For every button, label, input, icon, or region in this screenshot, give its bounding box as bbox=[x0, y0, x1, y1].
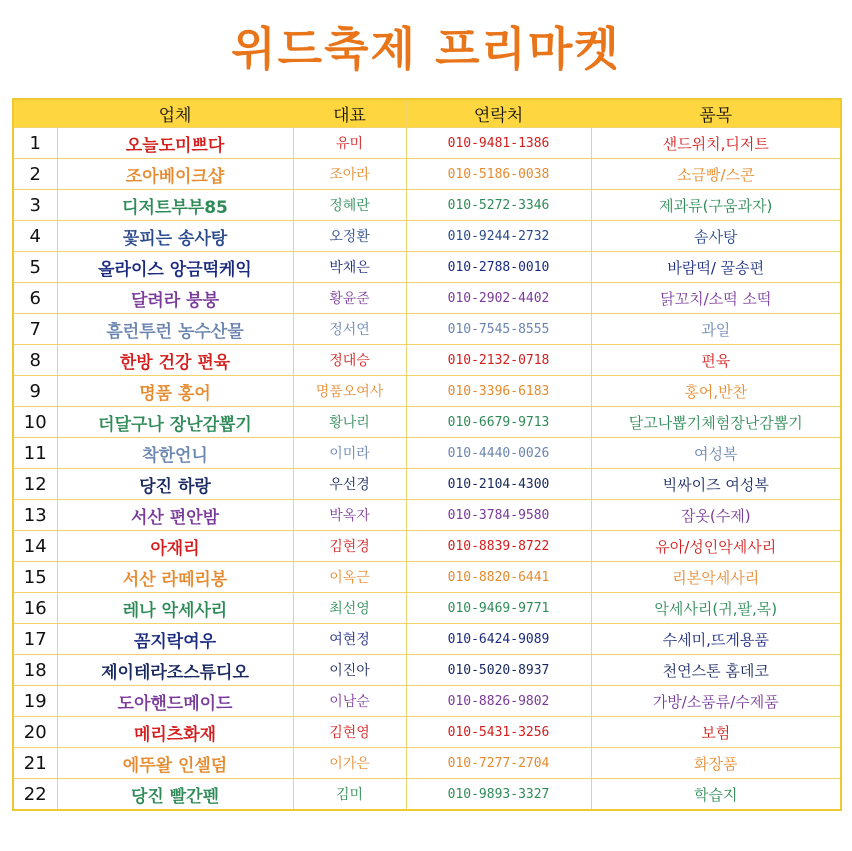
row-number: 22 bbox=[13, 779, 57, 811]
row-number: 9 bbox=[13, 376, 57, 407]
row-number: 3 bbox=[13, 190, 57, 221]
product-item: 닭꼬치/소떡 소떡 bbox=[591, 283, 841, 314]
row-number: 12 bbox=[13, 469, 57, 500]
product-item: 잠옷(수제) bbox=[591, 500, 841, 531]
business-name: 아재리 bbox=[57, 531, 293, 562]
row-number: 20 bbox=[13, 717, 57, 748]
product-item: 바람떡/ 꿀송편 bbox=[591, 252, 841, 283]
table-row bbox=[13, 252, 841, 283]
product-item: 학습지 bbox=[591, 779, 841, 811]
contact-phone: 010-5272-3346 bbox=[406, 190, 591, 221]
table-row bbox=[13, 593, 841, 624]
row-number: 2 bbox=[13, 159, 57, 190]
contact-phone: 010-2104-4300 bbox=[406, 469, 591, 500]
header-contact: 연락처 bbox=[406, 99, 591, 128]
product-item: 솜사탕 bbox=[591, 221, 841, 252]
row-number: 18 bbox=[13, 655, 57, 686]
table-header-row bbox=[13, 99, 841, 128]
product-item: 빅싸이즈 여성복 bbox=[591, 469, 841, 500]
contact-phone: 010-5431-3256 bbox=[406, 717, 591, 748]
product-item: 편육 bbox=[591, 345, 841, 376]
table-row bbox=[13, 655, 841, 686]
representative-name: 유미 bbox=[293, 128, 406, 159]
table-row bbox=[13, 190, 841, 221]
representative-name: 조아라 bbox=[293, 159, 406, 190]
business-name: 흠런투런 농수산물 bbox=[57, 314, 293, 345]
product-item: 화장품 bbox=[591, 748, 841, 779]
representative-name: 김현경 bbox=[293, 531, 406, 562]
product-item: 샌드위치,디저트 bbox=[591, 128, 841, 159]
representative-name: 황윤준 bbox=[293, 283, 406, 314]
product-item: 리본악세사리 bbox=[591, 562, 841, 593]
contact-phone: 010-5020-8937 bbox=[406, 655, 591, 686]
business-name: 꼼지락여우 bbox=[57, 624, 293, 655]
business-name: 제이테라조스튜디오 bbox=[57, 655, 293, 686]
row-number: 21 bbox=[13, 748, 57, 779]
contact-phone: 010-6424-9089 bbox=[406, 624, 591, 655]
contact-phone: 010-9893-3327 bbox=[406, 779, 591, 811]
row-number: 15 bbox=[13, 562, 57, 593]
representative-name: 정서연 bbox=[293, 314, 406, 345]
table-row bbox=[13, 438, 841, 469]
table-row bbox=[13, 748, 841, 779]
header-business: 업체 bbox=[57, 99, 293, 128]
representative-name: 박채은 bbox=[293, 252, 406, 283]
table-row bbox=[13, 624, 841, 655]
business-name: 착한언니 bbox=[57, 438, 293, 469]
row-number: 10 bbox=[13, 407, 57, 438]
product-item: 소금빵/스콘 bbox=[591, 159, 841, 190]
business-name: 에뚜왈 인셀덤 bbox=[57, 748, 293, 779]
product-item: 가방/소품류/수제품 bbox=[591, 686, 841, 717]
contact-phone: 010-4440-0026 bbox=[406, 438, 591, 469]
representative-name: 정혜란 bbox=[293, 190, 406, 221]
table-row bbox=[13, 221, 841, 252]
product-item: 여성복 bbox=[591, 438, 841, 469]
table-row bbox=[13, 128, 841, 159]
header-representative: 대표 bbox=[293, 99, 406, 128]
table-row bbox=[13, 562, 841, 593]
representative-name: 박옥자 bbox=[293, 500, 406, 531]
row-number: 7 bbox=[13, 314, 57, 345]
representative-name: 이가은 bbox=[293, 748, 406, 779]
product-item: 달고나뽑기체험장난감뽑기 bbox=[591, 407, 841, 438]
business-name: 명품 홍어 bbox=[57, 376, 293, 407]
business-name: 한방 건강 편육 bbox=[57, 345, 293, 376]
product-item: 과일 bbox=[591, 314, 841, 345]
business-name: 꽃피는 송사탕 bbox=[57, 221, 293, 252]
representative-name: 김현영 bbox=[293, 717, 406, 748]
representative-name: 이미라 bbox=[293, 438, 406, 469]
product-item: 악세사리(귀,팔,목) bbox=[591, 593, 841, 624]
row-number: 11 bbox=[13, 438, 57, 469]
header-item: 품목 bbox=[591, 99, 841, 128]
row-number: 6 bbox=[13, 283, 57, 314]
table-row bbox=[13, 779, 841, 811]
product-item: 제과류(구움과자) bbox=[591, 190, 841, 221]
representative-name: 이옥근 bbox=[293, 562, 406, 593]
representative-name: 이남순 bbox=[293, 686, 406, 717]
product-item: 보험 bbox=[591, 717, 841, 748]
business-name: 서산 라떼리봉 bbox=[57, 562, 293, 593]
representative-name: 여현정 bbox=[293, 624, 406, 655]
contact-phone: 010-2132-0718 bbox=[406, 345, 591, 376]
contact-phone: 010-5186-0038 bbox=[406, 159, 591, 190]
business-name: 레나 악세사리 bbox=[57, 593, 293, 624]
contact-phone: 010-2902-4402 bbox=[406, 283, 591, 314]
table-row bbox=[13, 407, 841, 438]
table-row bbox=[13, 376, 841, 407]
product-item: 천연스톤 홈데코 bbox=[591, 655, 841, 686]
business-name: 당진 하랑 bbox=[57, 469, 293, 500]
contact-phone: 010-3784-9580 bbox=[406, 500, 591, 531]
product-item: 수세미,뜨게용품 bbox=[591, 624, 841, 655]
contact-phone: 010-7277-2704 bbox=[406, 748, 591, 779]
business-name: 서산 편안밤 bbox=[57, 500, 293, 531]
representative-name: 황나리 bbox=[293, 407, 406, 438]
representative-name: 명품오여사 bbox=[293, 376, 406, 407]
business-name: 당진 빨간펜 bbox=[57, 779, 293, 811]
row-number: 16 bbox=[13, 593, 57, 624]
representative-name: 우선경 bbox=[293, 469, 406, 500]
contact-phone: 010-6679-9713 bbox=[406, 407, 591, 438]
business-name: 오늘도미쁘다 bbox=[57, 128, 293, 159]
contact-phone: 010-9481-1386 bbox=[406, 128, 591, 159]
business-name: 더달구나 장난감뽑기 bbox=[57, 407, 293, 438]
contact-phone: 010-7545-8555 bbox=[406, 314, 591, 345]
contact-phone: 010-2788-0010 bbox=[406, 252, 591, 283]
business-name: 메리츠화재 bbox=[57, 717, 293, 748]
row-number: 4 bbox=[13, 221, 57, 252]
product-item: 홍어,반찬 bbox=[591, 376, 841, 407]
contact-phone: 010-8826-9802 bbox=[406, 686, 591, 717]
business-name: 달려라 붕붕 bbox=[57, 283, 293, 314]
table-row bbox=[13, 469, 841, 500]
table-row bbox=[13, 531, 841, 562]
header-number bbox=[13, 99, 57, 128]
representative-name: 정대승 bbox=[293, 345, 406, 376]
page-title: 위드축제 프리마켓 bbox=[231, 22, 621, 76]
contact-phone: 010-8820-6441 bbox=[406, 562, 591, 593]
business-name: 도아핸드메이드 bbox=[57, 686, 293, 717]
table-row bbox=[13, 159, 841, 190]
table-row bbox=[13, 500, 841, 531]
contact-phone: 010-9244-2732 bbox=[406, 221, 591, 252]
table-row bbox=[13, 283, 841, 314]
representative-name: 최선영 bbox=[293, 593, 406, 624]
business-name: 디저트부부85 bbox=[57, 190, 293, 221]
row-number: 17 bbox=[13, 624, 57, 655]
representative-name: 오정환 bbox=[293, 221, 406, 252]
row-number: 8 bbox=[13, 345, 57, 376]
table-row bbox=[13, 345, 841, 376]
vendor-table bbox=[12, 98, 842, 811]
row-number: 5 bbox=[13, 252, 57, 283]
row-number: 14 bbox=[13, 531, 57, 562]
representative-name: 이진아 bbox=[293, 655, 406, 686]
representative-name: 김미 bbox=[293, 779, 406, 811]
product-item: 유아/성인악세사리 bbox=[591, 531, 841, 562]
row-number: 1 bbox=[13, 128, 57, 159]
contact-phone: 010-9469-9771 bbox=[406, 593, 591, 624]
business-name: 조아베이크샵 bbox=[57, 159, 293, 190]
business-name: 올라이스 앙금떡케익 bbox=[57, 252, 293, 283]
row-number: 13 bbox=[13, 500, 57, 531]
row-number: 19 bbox=[13, 686, 57, 717]
contact-phone: 010-3396-6183 bbox=[406, 376, 591, 407]
table-row bbox=[13, 686, 841, 717]
contact-phone: 010-8839-8722 bbox=[406, 531, 591, 562]
table-row bbox=[13, 717, 841, 748]
table-row bbox=[13, 314, 841, 345]
